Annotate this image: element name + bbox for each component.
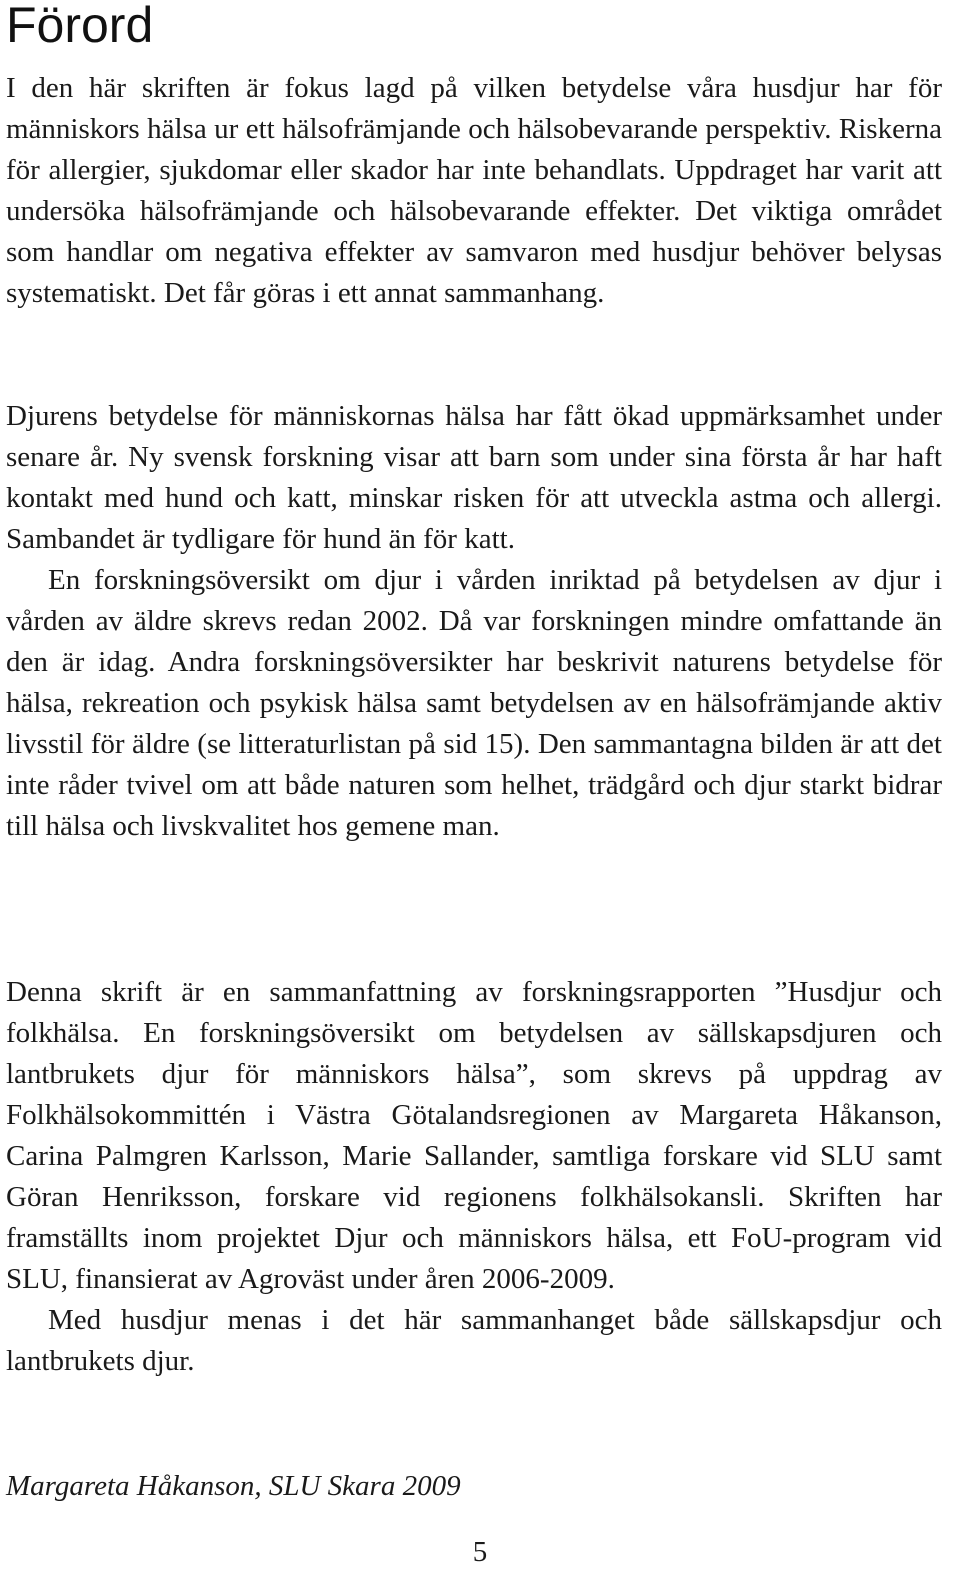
paragraph-research-attention: Djurens betydelse för människornas hälsa har fått ökad uppmärksamhet under senare år. Ny svensk forskning visar att barn som under sina första år har haft kontakt med hund och katt, minskar risken för att utveckla astma och allergi. Sambandet är tydligare för hund än för katt. [6, 400, 942, 555]
foreword-section-1 [6, 68, 942, 314]
paragraph-summary-origin: Denna skrift är en sammanfattning av forskningsrapporten ”Husdjur och folkhälsa. En forskningsöversikt om betydelsen av sällskapsdjuren och lantbrukets djur för människors hälsa”, som skrevs på uppdrag av Folkhälsokommittén i Västra Götalandsregionen av Margareta Håkanson, Carina Palmgren Karlsson, Marie Sallander, samtliga forskare vid SLU samt Göran Henriksson, forskare vid regionens folkhälsokansli. Skriften har framställts inom projektet Djur och människors hälsa, ett FoU-program vid SLU, finansierat av Agroväst under åren 2006-2009. [6, 976, 942, 1295]
paragraph-research-overview: En forskningsöversikt om djur i vården inriktad på betydelsen av djur i vården av äldre skrevs redan 2002. Då var forskningen mindre omfattande än den är idag. Andra forskningsöversikter har beskrivit naturens betydelse för hälsa, rekreation och psykisk hälsa samt betydelsen av en hälsofrämjande aktiv livsstil för äldre (se litteraturlistan på sid 15). Den sammantagna bilden är att det inte råder tvivel om att både naturen som helhet, trädgård och djur starkt bidrar till hälsa och livskvalitet hos gemene man. [6, 564, 942, 842]
author-signature: Margareta Håkanson, SLU Skara 2009 [6, 1470, 461, 1502]
page-title: Förord [6, 0, 154, 53]
paragraph-scope: I den här skriften är fokus lagd på vilken betydelse våra husdjur har för människors hälsa ur ett hälsofrämjande och hälsobevarande perspektiv. Riskerna för allergier, sjukdomar eller skador har inte behandlats. Uppdraget har varit att undersöka hälsofrämjande och hälsobevarande effekter. Det viktiga området som handlar om negativa effekter av samvaron med husdjur behöver belysas systematiskt. Det får göras i ett annat sammanhang. [6, 72, 942, 309]
paragraph-definition: Med husdjur menas i det här sammanhanget både sällskapsdjur och lantbrukets djur. [6, 1304, 942, 1377]
foreword-section-3 [6, 972, 942, 1382]
foreword-section-2 [6, 396, 942, 847]
page-number: 5 [472, 1536, 488, 1568]
